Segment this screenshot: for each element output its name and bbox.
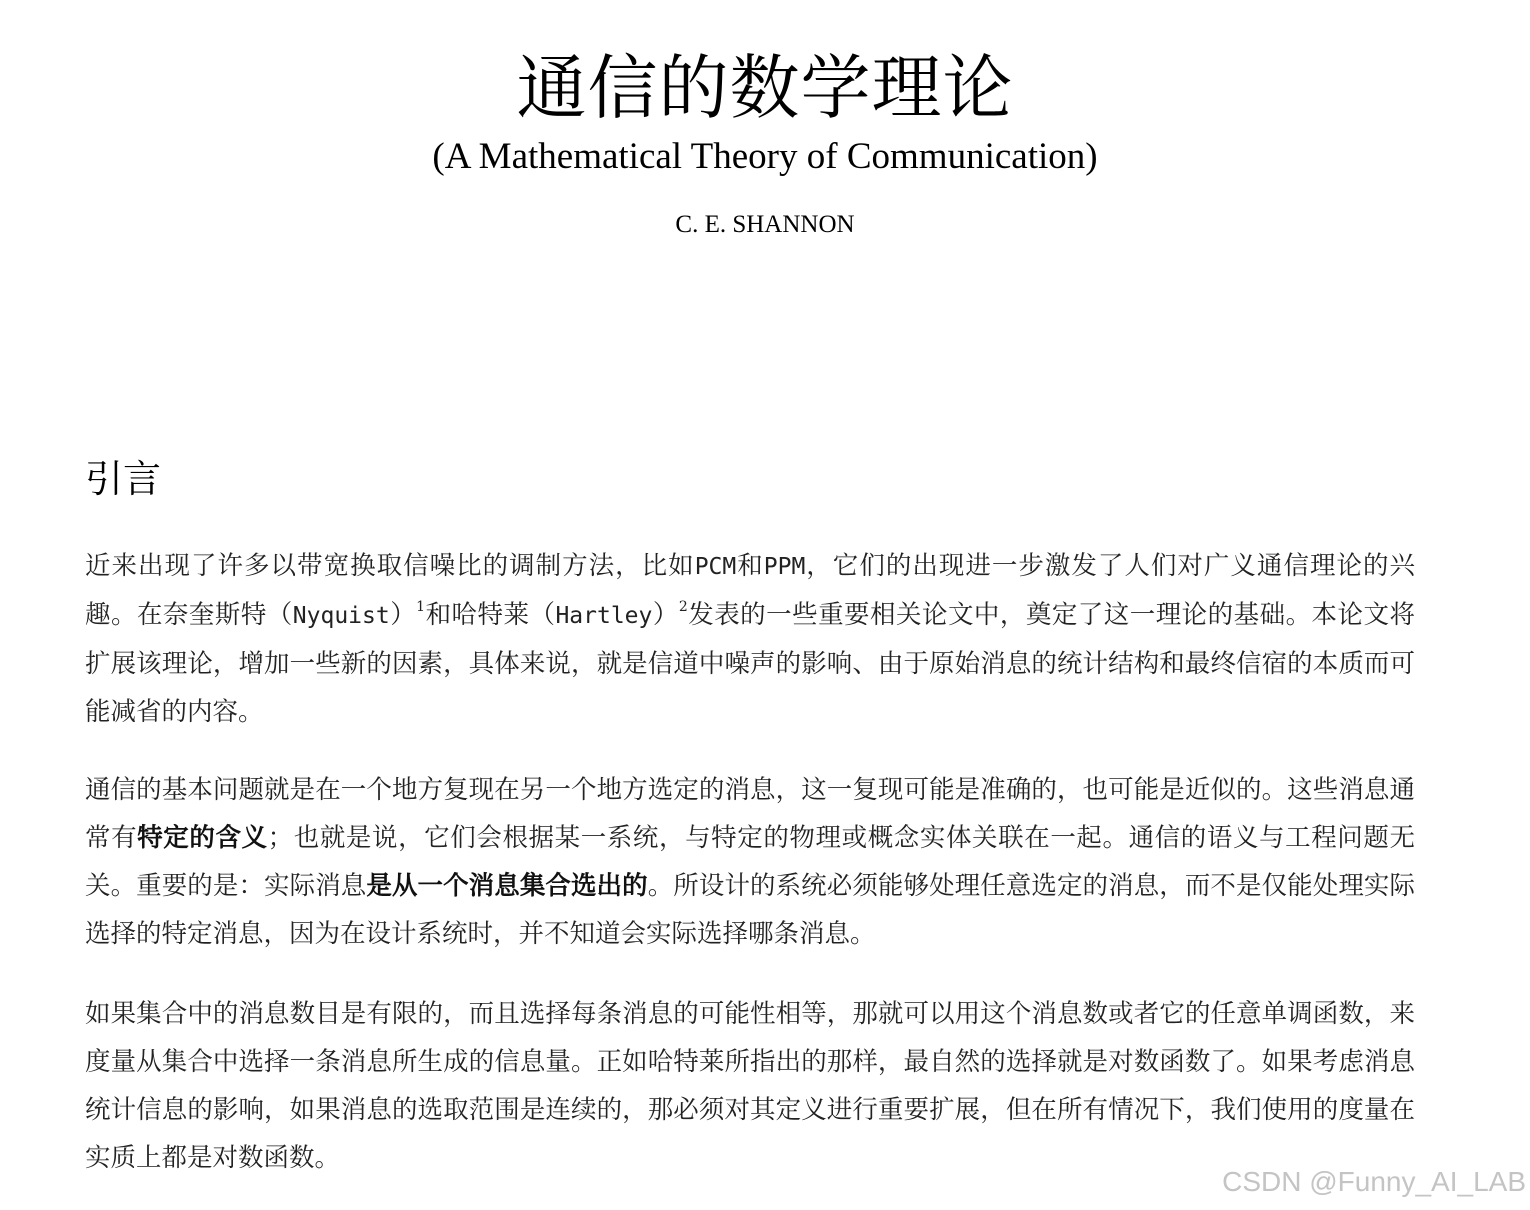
- bold-phrase-specific-meaning: 特定的含义: [137, 823, 268, 853]
- csdn-watermark: CSDN @Funny_AI_LAB: [1222, 1166, 1526, 1197]
- p1-text-2: 和: [736, 551, 764, 581]
- section-heading: 引言: [85, 457, 162, 501]
- p2-text-2: ；也就是说，它们会根据某一系统，与特定的物理或概念实体关联在一起。通信的语义与工程问题无关。重要的是：实际消息: [85, 823, 1415, 901]
- nyquist-term: Nyquist: [292, 603, 390, 629]
- p1-text-6: ）: [652, 600, 679, 630]
- p1-text-5: 和哈特莱（: [425, 600, 556, 630]
- ppm-term: PPM: [763, 554, 806, 580]
- paper-subtitle: (A Mathematical Theory of Communication): [432, 136, 1098, 177]
- paper-title: 通信的数学理论: [516, 47, 1014, 129]
- bold-phrase-selected-from-set: 是从一个消息集合选出的: [366, 871, 648, 901]
- paragraph-2: [85, 766, 1415, 958]
- p1-text-3: ，它们的出现进一步激发了人们对广义通信理论的兴趣。在奈奎斯特（: [85, 551, 1415, 630]
- p2-text-3: 。所设计的系统必须能够处理任意选定的消息，而不是仅能处理实际选择的特定消息，因为在设计系统时，并不知道会实际选择哪条消息。: [85, 871, 1415, 949]
- paper-author: C. E. SHANNON: [675, 211, 855, 238]
- p1-text-7: 发表的一些重要相关论文中，奠定了这一理论的基础。本论文将扩展该理论，增加一些新的因素，具体来说，就是信道中噪声的影响、由于原始消息的统计结构和最终信宿的本质而可能减省的内容。: [85, 600, 1415, 727]
- paragraph-3: 如果集合中的消息数目是有限的，而且选择每条消息的可能性相等，那就可以用这个消息数或者它的任意单调函数，来度量从集合中选择一条消息所生成的信息量。正如哈特莱所指出的那样，最自然的选择就是对数函数了。如果考虑消息统计信息的影响，如果消息的选取范围是连续的，那必须对其定义进行重要扩展，但在所有情况下，我们使用的度量在实质上都是对数函数。: [85, 999, 1415, 1173]
- footnote-ref-1[interactable]: 1: [416, 599, 426, 615]
- paragraph-1: [85, 542, 1415, 736]
- hartley-term: Hartley: [555, 603, 653, 629]
- pcm-term: PCM: [694, 554, 737, 580]
- p1-text-4: ）: [389, 600, 417, 630]
- p1-text-1: 近来出现了许多以带宽换取信噪比的调制方法，比如: [85, 551, 695, 581]
- footnote-ref-2[interactable]: 2: [678, 599, 688, 615]
- p2-text-1: 通信的基本问题就是在一个地方复现在另一个地方选定的消息，这一复现可能是准确的，也可能是近似的。这些消息通常有: [85, 775, 1415, 853]
